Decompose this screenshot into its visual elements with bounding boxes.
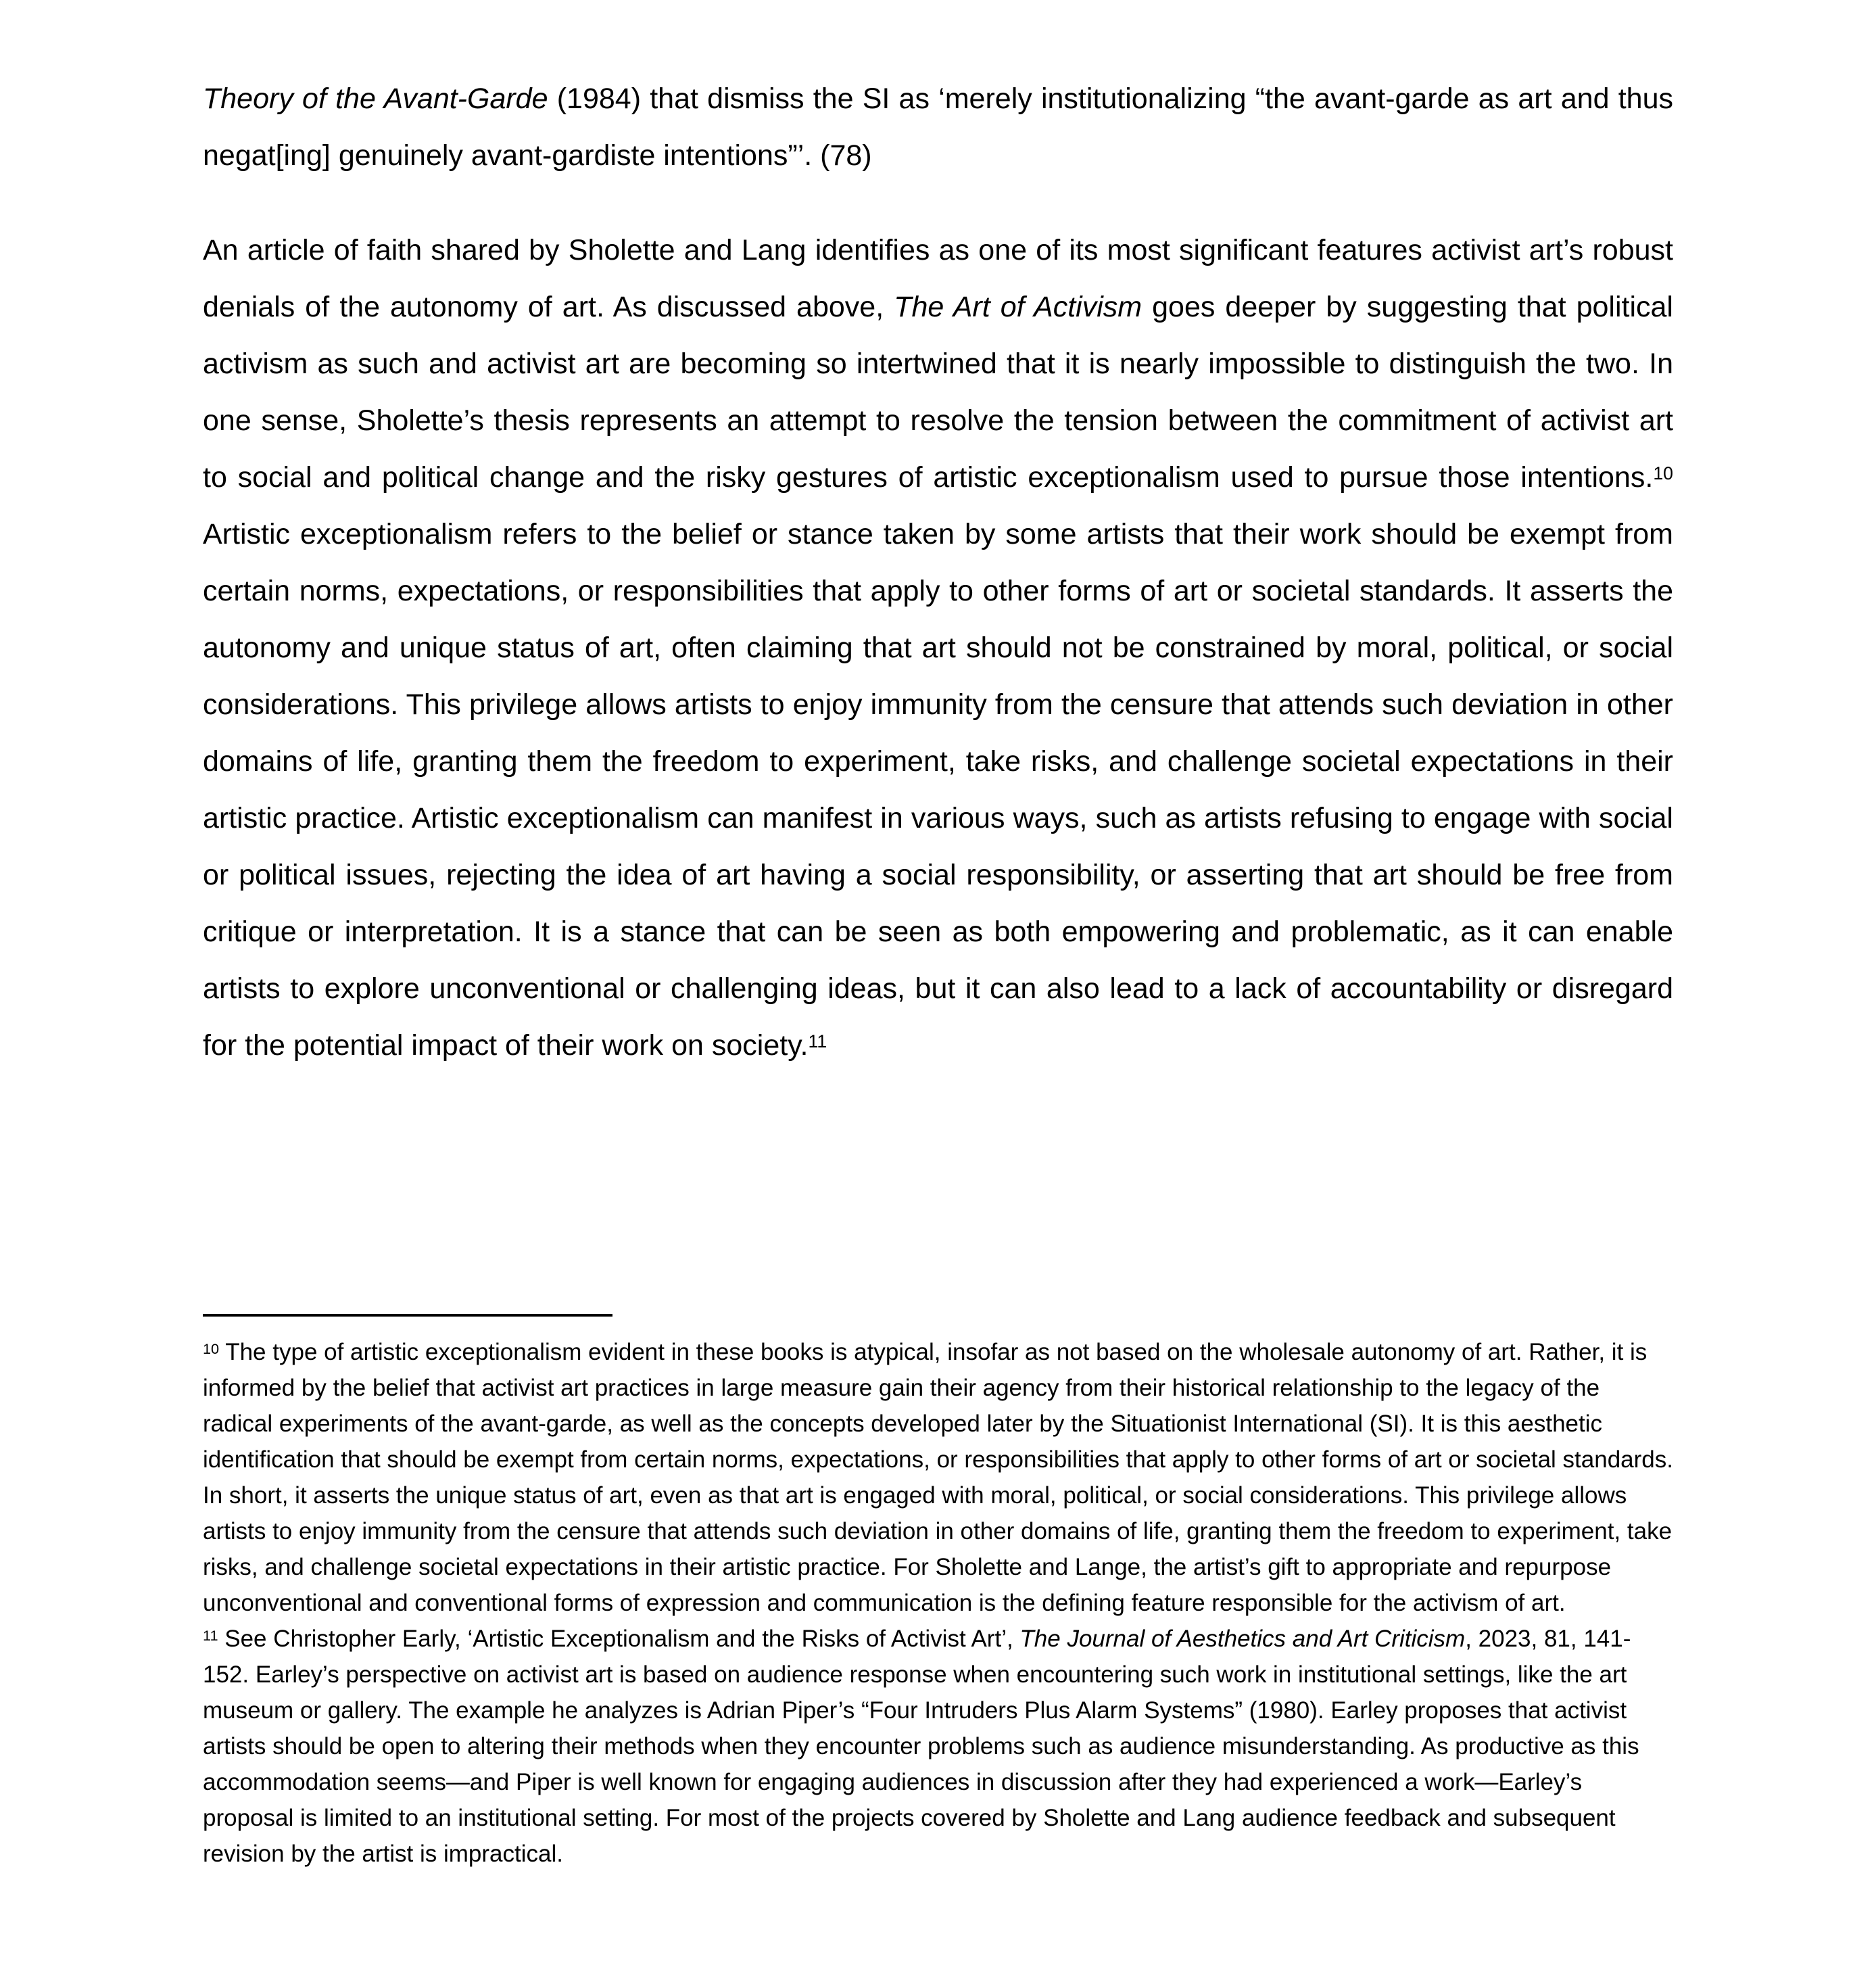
- journal-title-italic: The Journal of Aesthetics and Art Criticism: [1019, 1626, 1466, 1652]
- footnotes-section: [203, 1314, 1673, 1872]
- book-title-italic: Theory of the Avant-Garde: [203, 82, 548, 115]
- footnote-11: [203, 1621, 1673, 1872]
- footnote-text: The type of artistic exceptionalism evident in these books is atypical, insofar as not based on the wholesale autonomy of art. Rather, it is informed by the belief that activist art practices in large measure gain their agency from their historical relationship to the legacy of the radical experiments of the avant-garde, as well as the concepts developed later by the Situationist International (SI). It is this aesthetic identification that should be exempt from certain norms, expectations, or responsibilities that apply to other forms of art or societal standards. In short, it asserts the unique status of art, even as that art is engaged with moral, political, or social considerations. This privilege allows artists to enjoy immunity from the censure that attends such deviation in other domains of life, granting them the freedom to experiment, take risks, and challenge societal expectations in their artistic practice. For Sholette and Lange, the artist’s gift to appropriate and repurpose unconventional and conventional forms of expression and communication is the defining feature responsible for the activism of art.: [203, 1339, 1673, 1616]
- book-title-italic: The Art of Activism: [894, 291, 1143, 323]
- footnote-text: See Christopher Early, ‘Artistic Exceptionalism and the Risks of Activist Art’,: [218, 1626, 1020, 1652]
- text-run: An article of faith shared by Sholette and Lang identifies as one of its most significant features activist art’s robust denials of the autonomy of art. As discussed above,: [203, 234, 1673, 323]
- footnote-marker-11: 11: [203, 1626, 218, 1644]
- body-text: [203, 70, 1673, 1112]
- text-run: goes deeper by suggesting that political activism as such and activist art are becoming so intertwined that it is nearly impossible to distinguish the two. In one sense, Sholette’s thesis represents an attempt to resolve the tension between the commitment of activist art to social and political change and the risky gestures of artistic exceptionalism used to pursue those intentions.: [203, 291, 1673, 494]
- text-run: Artistic exceptionalism refers to the belief or stance taken by some artists that their work should be exempt from certain norms, expectations, or responsibilities that apply to other forms of art or societal standards. It asserts the autonomy and unique status of art, often claiming that art should not be constrained by moral, political, or social considerations. This privilege allows artists to enjoy immunity from the censure that attends such deviation in other domains of life, granting them the freedom to experiment, take risks, and challenge societal expectations in their artistic practice. Artistic exceptionalism can manifest in various ways, such as artists refusing to engage with social or political issues, rejecting the idea of art having a social responsibility, or asserting that art should be free from critique or interpretation. It is a stance that can be seen as both empowering and problematic, as it can enable artists to explore unconventional or challenging ideas, but it can also lead to a lack of accountability or disregard for the potential impact of their work on society.: [203, 518, 1673, 1062]
- footnote-reference-10: 10: [1653, 463, 1673, 483]
- text-run: (1984) that dismiss the SI as ‘merely institutionalizing “the avant-garde as art and thus negat[ing] genuinely avant-gardiste intentions”’. (78): [203, 82, 1673, 172]
- footnote-separator: [203, 1314, 612, 1317]
- footnote-10: [203, 1334, 1673, 1621]
- footnote-text: , 2023, 81, 141-152. Earley’s perspective on activist art is based on audience response when encountering such work in institutional settings, like the art museum or gallery. The example he analyzes is Adrian Piper’s “Four Intruders Plus Alarm Systems” (1980). Earley proposes that activist artists should be open to altering their methods when they encounter problems such as audience misunderstanding. As productive as this accommodation seems—and Piper is well known for engaging audiences in discussion after they had experienced a work—Earley’s proposal is limited to an institutional setting. For most of the projects covered by Sholette and Lang audience feedback and subsequent revision by the artist is impractical.: [203, 1626, 1639, 1867]
- footnote-marker-10: 10: [203, 1340, 220, 1357]
- paragraph-main: [203, 222, 1673, 1074]
- paragraph-continuation: [203, 70, 1673, 184]
- footnote-reference-11: 11: [808, 1031, 827, 1052]
